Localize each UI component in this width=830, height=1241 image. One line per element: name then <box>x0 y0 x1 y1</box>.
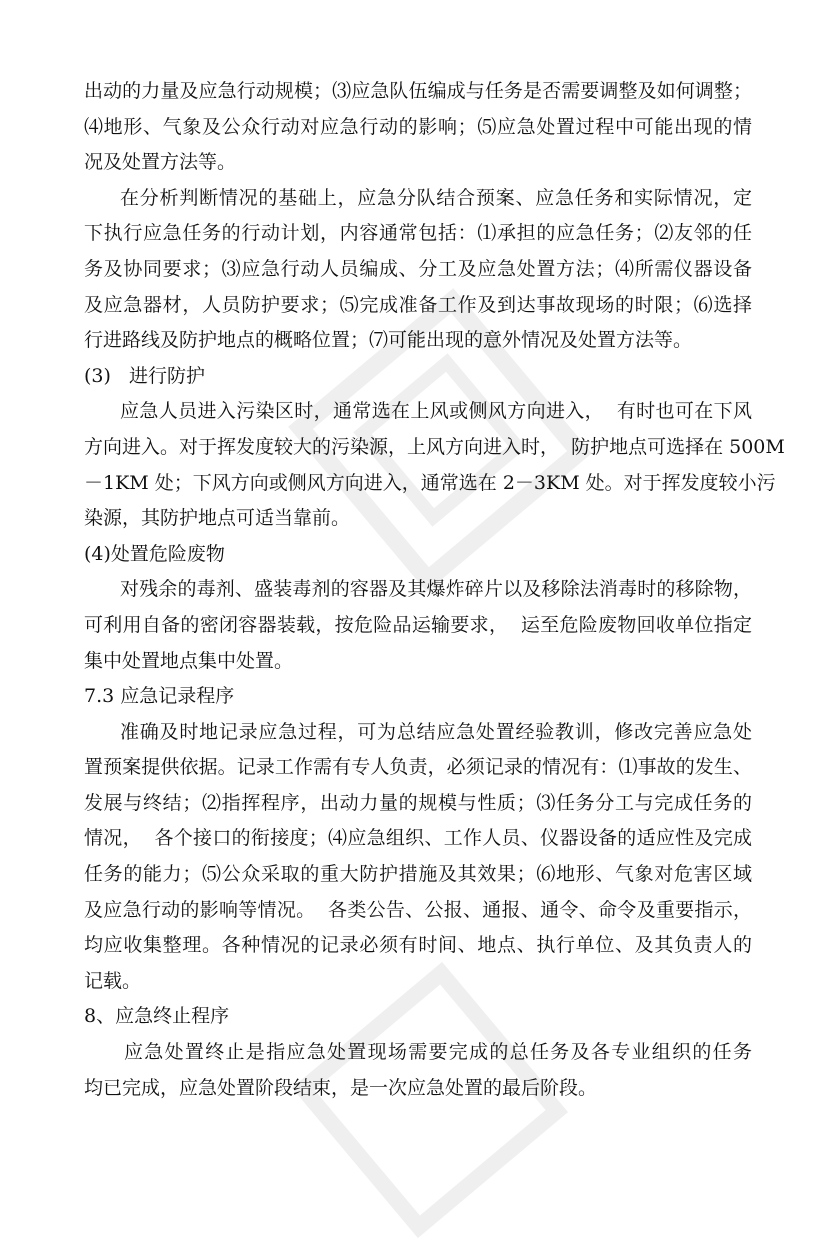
body-line: 发展与终结；⑵指挥程序，出动力量的规模与性质；⑶任务分工与完成任务的 <box>84 791 752 814</box>
document-page <box>84 78 785 1110</box>
body-line: 集中处置地点集中处置。 <box>84 649 294 672</box>
body-line: 均应收集整理。各种情况的记录必须有时间、地点、执行单位、及其负责人的 <box>84 934 752 957</box>
body-line: 方向进入。对于挥发度较大的污染源，上风方向进入时， 防护地点可选择在 500M <box>84 435 785 458</box>
section-heading: (4)处置危险废物 <box>84 542 225 565</box>
body-line: 务及协同要求；⑶应急行动人员编成、分工及应急处置方法；⑷所需仪器设备 <box>84 257 752 280</box>
body-line: 置预案提供依据。记录工作需有专人负责，必须记录的情况有：⑴事故的发生、 <box>84 756 752 779</box>
body-line: 应急处置终止是指应急处置现场需要完成的总任务及各专业组织的任务 <box>124 1041 752 1064</box>
section-heading: 7.3 应急记录程序 <box>84 685 235 708</box>
body-line: 及应急器材，人员防护要求；⑸完成准备工作及到达事故现场的时限；⑹选择 <box>84 293 752 316</box>
body-line: 均已完成，应急处置阶段结束，是一次应急处置的最后阶段。 <box>84 1076 598 1099</box>
body-line: 准确及时地记录应急过程，可为总结应急处置经验教训，修改完善应急处 <box>120 720 752 743</box>
body-line: 行进路线及防护地点的概略位置；⑺可能出现的意外情况及处置方法等。 <box>84 329 693 352</box>
body-line: 可利用自备的密闭容器装载，按危险品运输要求， 运至危险废物回收单位指定 <box>84 613 752 636</box>
body-line: 对残余的毒剂、盛装毒剂的容器及其爆炸碎片以及移除法消毒时的移除物， <box>120 578 752 601</box>
section-heading: (3) 进行防护 <box>84 364 206 387</box>
body-line: 染源，其防护地点可适当靠前。 <box>84 507 351 530</box>
body-line: 任务的能力；⑸公众采取的重大防护措施及其效果；⑹地形、气象对危害区域 <box>84 863 752 886</box>
body-line: －1KM 处；下风方向或侧风方向进入，通常选在 2－3KM 处。对于挥发度较小污 <box>84 471 776 494</box>
body-line: 记载。 <box>84 969 142 992</box>
body-line: 情况， 各个接口的衔接度；⑷应急组织、工作人员、仪器设备的适应性及完成 <box>84 827 752 850</box>
body-line: 在分析判断情况的基础上，应急分队结合预案、应急任务和实际情况，定 <box>120 186 752 209</box>
body-line: ⑷地形、气象及公众行动对应急行动的影响；⑸应急处置过程中可能出现的情 <box>84 115 752 138</box>
body-line: 下执行应急任务的行动计划，内容通常包括：⑴承担的应急任务；⑵友邻的任 <box>84 222 752 245</box>
body-line: 及应急行动的影响等情况。 各类公告、公报、通报、通令、命令及重要指示， <box>84 898 752 921</box>
body-line: 应急人员进入污染区时，通常选在上风或侧风方向进入， 有时也可在下风 <box>120 400 752 423</box>
section-heading: 8、应急终止程序 <box>84 1005 230 1028</box>
body-line: 况及处置方法等。 <box>84 151 237 174</box>
body-line: 出动的力量及应急行动规模；⑶应急队伍编成与任务是否需要调整及如何调整； <box>84 80 752 102</box>
